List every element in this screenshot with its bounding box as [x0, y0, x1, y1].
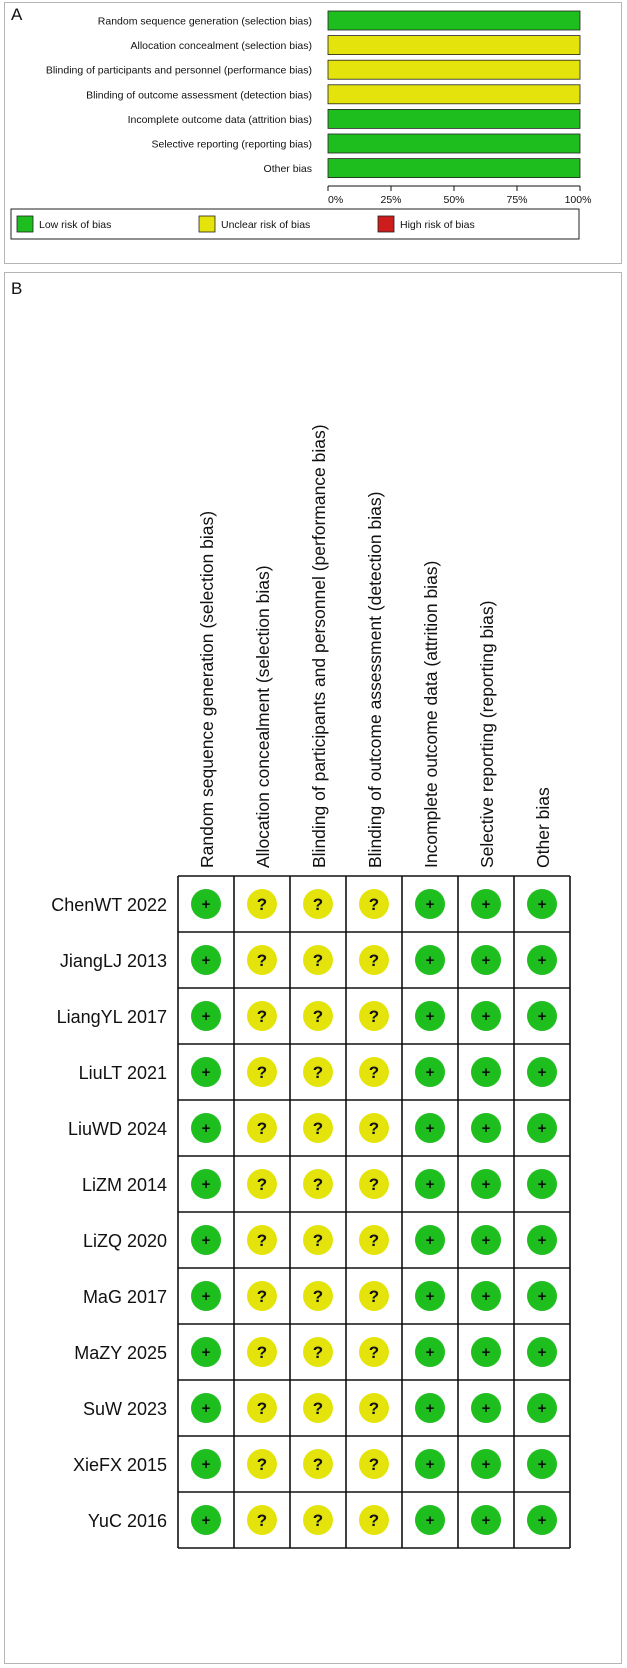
panel-a-label: A [11, 5, 23, 24]
unclear-risk-symbol: ? [368, 1007, 380, 1026]
unclear-risk-symbol: ? [256, 1175, 268, 1194]
low-risk-symbol: + [201, 1232, 211, 1249]
unclear-risk-symbol: ? [312, 1399, 324, 1418]
low-risk-symbol: + [425, 1288, 435, 1305]
panel-b-label: B [11, 279, 23, 298]
unclear-risk-symbol: ? [312, 1455, 324, 1474]
legend-label: Low risk of bias [39, 219, 112, 231]
unclear-risk-symbol: ? [256, 1455, 268, 1474]
low-risk-symbol: + [201, 1008, 211, 1025]
unclear-risk-symbol: ? [368, 1455, 380, 1474]
low-risk-symbol: + [537, 952, 547, 969]
low-risk-symbol: + [481, 1176, 491, 1193]
category-label: Selective reporting (reporting bias) [151, 138, 312, 151]
low-risk-symbol: + [537, 1120, 547, 1137]
category-label: Allocation concealment (selection bias) [130, 40, 312, 53]
low-risk-symbol: + [425, 952, 435, 969]
unclear-risk-symbol: ? [256, 1287, 268, 1306]
panel-b-risk-table [4, 272, 622, 1664]
unclear-risk-symbol: ? [312, 1287, 324, 1306]
low-risk-symbol: + [425, 1120, 435, 1137]
study-row-label: SuW 2023 [82, 1399, 167, 1419]
low-risk-symbol: + [201, 896, 211, 913]
x-tick-label: 75% [506, 194, 528, 206]
unclear-risk-symbol: ? [312, 1063, 324, 1082]
study-row-label: LiZM 2014 [81, 1175, 167, 1195]
panel-a-summary-chart [4, 2, 622, 264]
unclear-risk-symbol: ? [368, 1399, 380, 1418]
low-risk-symbol: + [201, 1344, 211, 1361]
low-risk-symbol: + [537, 1176, 547, 1193]
unclear-risk-symbol: ? [368, 1175, 380, 1194]
bar-segment [328, 60, 580, 79]
low-risk-symbol: + [537, 896, 547, 913]
column-header: Random sequence generation (selection bias) [197, 510, 217, 868]
unclear-risk-symbol: ? [312, 895, 324, 914]
category-label: Other bias [263, 163, 312, 176]
low-risk-symbol: + [201, 1120, 211, 1137]
low-risk-symbol: + [425, 1008, 435, 1025]
bar-segment [328, 159, 580, 178]
low-risk-symbol: + [481, 1512, 491, 1529]
category-label: Incomplete outcome data (attrition bias) [127, 113, 312, 126]
unclear-risk-symbol: ? [368, 1511, 380, 1530]
bar-segment [328, 85, 580, 104]
legend-label: Unclear risk of bias [221, 219, 311, 231]
bar-segment [328, 134, 580, 153]
low-risk-symbol: + [537, 1008, 547, 1025]
study-row-label: LiangYL 2017 [56, 1007, 167, 1027]
low-risk-symbol: + [481, 1064, 491, 1081]
low-risk-symbol: + [481, 1400, 491, 1417]
low-risk-symbol: + [481, 1008, 491, 1025]
low-risk-symbol: + [481, 1232, 491, 1249]
unclear-risk-symbol: ? [256, 1063, 268, 1082]
low-risk-symbol: + [537, 1512, 547, 1529]
unclear-risk-symbol: ? [368, 951, 380, 970]
low-risk-symbol: + [425, 1344, 435, 1361]
study-row-label: XieFX 2015 [72, 1455, 167, 1475]
column-header: Incomplete outcome data (attrition bias) [421, 560, 441, 868]
unclear-risk-symbol: ? [368, 1343, 380, 1362]
unclear-risk-symbol: ? [256, 1119, 268, 1138]
low-risk-symbol: + [425, 1456, 435, 1473]
low-risk-symbol: + [201, 1456, 211, 1473]
legend-swatch [378, 216, 394, 232]
study-row-label: LiZQ 2020 [82, 1231, 167, 1251]
low-risk-symbol: + [537, 1400, 547, 1417]
low-risk-symbol: + [425, 1064, 435, 1081]
bar-segment [328, 11, 580, 30]
low-risk-symbol: + [201, 1288, 211, 1305]
bar-segment [328, 36, 580, 55]
low-risk-symbol: + [201, 1176, 211, 1193]
unclear-risk-symbol: ? [312, 1175, 324, 1194]
unclear-risk-symbol: ? [312, 1119, 324, 1138]
column-header: Blinding of participants and personnel (performance bias) [309, 424, 329, 868]
study-row-label: LiuLT 2021 [78, 1063, 167, 1083]
column-header: Other bias [533, 787, 553, 868]
column-header: Blinding of outcome assessment (detection bias) [365, 491, 385, 868]
unclear-risk-symbol: ? [256, 1399, 268, 1418]
low-risk-symbol: + [537, 1232, 547, 1249]
low-risk-symbol: + [481, 952, 491, 969]
low-risk-symbol: + [481, 1344, 491, 1361]
low-risk-symbol: + [425, 1512, 435, 1529]
study-row-label: YuC 2016 [87, 1511, 167, 1531]
category-label: Blinding of participants and personnel (performance bias) [45, 64, 312, 77]
column-header: Allocation concealment (selection bias) [253, 565, 273, 868]
risk-of-bias-traffic-light-table [5, 273, 621, 1663]
unclear-risk-symbol: ? [368, 1287, 380, 1306]
unclear-risk-symbol: ? [312, 1511, 324, 1530]
unclear-risk-symbol: ? [256, 1231, 268, 1250]
unclear-risk-symbol: ? [368, 1119, 380, 1138]
unclear-risk-symbol: ? [256, 1511, 268, 1530]
x-tick-label: 50% [443, 194, 465, 206]
low-risk-symbol: + [425, 1400, 435, 1417]
study-row-label: JiangLJ 2013 [59, 951, 167, 971]
unclear-risk-symbol: ? [368, 1063, 380, 1082]
low-risk-symbol: + [425, 1232, 435, 1249]
legend-swatch [199, 216, 215, 232]
study-row-label: MaG 2017 [82, 1287, 167, 1307]
low-risk-symbol: + [201, 1064, 211, 1081]
category-label: Blinding of outcome assessment (detection bias) [86, 89, 312, 102]
legend-label: High risk of bias [400, 219, 475, 231]
unclear-risk-symbol: ? [312, 951, 324, 970]
low-risk-symbol: + [201, 1512, 211, 1529]
study-row-label: LiuWD 2024 [67, 1119, 167, 1139]
low-risk-symbol: + [481, 896, 491, 913]
unclear-risk-symbol: ? [256, 951, 268, 970]
low-risk-symbol: + [481, 1288, 491, 1305]
study-row-label: MaZY 2025 [74, 1343, 167, 1363]
unclear-risk-symbol: ? [256, 1343, 268, 1362]
low-risk-symbol: + [201, 1400, 211, 1417]
unclear-risk-symbol: ? [312, 1343, 324, 1362]
low-risk-symbol: + [537, 1344, 547, 1361]
low-risk-symbol: + [201, 952, 211, 969]
low-risk-symbol: + [481, 1120, 491, 1137]
low-risk-symbol: + [425, 1176, 435, 1193]
low-risk-symbol: + [425, 896, 435, 913]
unclear-risk-symbol: ? [312, 1231, 324, 1250]
unclear-risk-symbol: ? [256, 895, 268, 914]
risk-of-bias-summary-bar-chart [5, 3, 621, 263]
unclear-risk-symbol: ? [256, 1007, 268, 1026]
low-risk-symbol: + [537, 1288, 547, 1305]
low-risk-symbol: + [481, 1456, 491, 1473]
x-tick-label: 100% [564, 194, 592, 206]
unclear-risk-symbol: ? [368, 895, 380, 914]
category-label: Random sequence generation (selection bias) [97, 15, 312, 28]
x-tick-label: 0% [328, 194, 344, 206]
legend-swatch [17, 216, 33, 232]
bar-segment [328, 109, 580, 128]
low-risk-symbol: + [537, 1064, 547, 1081]
unclear-risk-symbol: ? [368, 1231, 380, 1250]
study-row-label: ChenWT 2022 [51, 895, 167, 915]
column-header: Selective reporting (reporting bias) [477, 600, 497, 868]
x-tick-label: 25% [380, 194, 402, 206]
unclear-risk-symbol: ? [312, 1007, 324, 1026]
low-risk-symbol: + [537, 1456, 547, 1473]
